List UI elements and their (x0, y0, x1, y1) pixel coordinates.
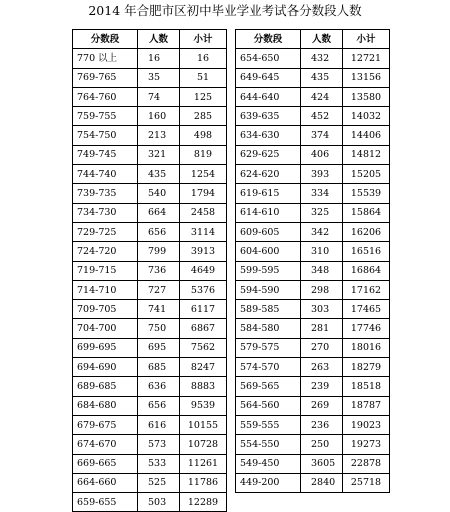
table-row (73, 300, 227, 319)
subtotal-cell: 4649 (180, 261, 227, 280)
count-cell: 303 (301, 300, 343, 319)
count-cell: 236 (301, 415, 343, 434)
subtotal-cell: 285 (180, 107, 227, 126)
table-row (236, 300, 390, 319)
table-row (236, 261, 390, 280)
subtotal-cell: 498 (180, 126, 227, 145)
count-cell: 393 (301, 165, 343, 184)
score-range-cell: 729-725 (73, 222, 138, 241)
score-range-cell: 614-610 (236, 203, 301, 222)
score-range-cell: 709-705 (73, 300, 138, 319)
header-subtotal: 小计 (343, 30, 390, 49)
count-cell: 799 (138, 242, 180, 261)
score-range-cell: 569-565 (236, 377, 301, 396)
count-cell: 727 (138, 280, 180, 299)
count-cell: 736 (138, 261, 180, 280)
table-row (73, 435, 227, 454)
subtotal-cell: 9539 (180, 396, 227, 415)
table-row (236, 184, 390, 203)
table-row (236, 126, 390, 145)
score-table-left-body (73, 49, 227, 512)
header-subtotal: 小计 (180, 30, 227, 49)
subtotal-cell: 3913 (180, 242, 227, 261)
count-cell: 250 (301, 435, 343, 454)
score-range-cell: 659-655 (73, 493, 138, 512)
score-range-cell: 599-595 (236, 261, 301, 280)
count-cell: 452 (301, 107, 343, 126)
table-row (73, 415, 227, 434)
score-range-cell: 744-740 (73, 165, 138, 184)
table-row (236, 242, 390, 261)
subtotal-cell: 6117 (180, 300, 227, 319)
score-range-cell: 719-715 (73, 261, 138, 280)
table-row (73, 203, 227, 222)
score-range-cell: 704-700 (73, 319, 138, 338)
table-row (73, 165, 227, 184)
table-row (236, 107, 390, 126)
subtotal-cell: 1254 (180, 165, 227, 184)
subtotal-cell: 16864 (343, 261, 390, 280)
subtotal-cell: 51 (180, 68, 227, 87)
subtotal-cell: 819 (180, 145, 227, 164)
table-header-row (236, 30, 390, 49)
score-range-cell: 584-580 (236, 319, 301, 338)
count-cell: 2840 (301, 473, 343, 492)
count-cell: 503 (138, 493, 180, 512)
subtotal-cell: 125 (180, 87, 227, 106)
count-cell: 432 (301, 49, 343, 68)
score-table-right (235, 29, 390, 493)
table-row (236, 280, 390, 299)
score-range-cell: 734-730 (73, 203, 138, 222)
subtotal-cell: 15205 (343, 165, 390, 184)
count-cell: 16 (138, 49, 180, 68)
subtotal-cell: 10728 (180, 435, 227, 454)
score-range-cell: 589-585 (236, 300, 301, 319)
subtotal-cell: 14812 (343, 145, 390, 164)
count-cell: 325 (301, 203, 343, 222)
score-range-cell: 694-690 (73, 358, 138, 377)
score-range-cell: 749-745 (73, 145, 138, 164)
subtotal-cell: 13580 (343, 87, 390, 106)
subtotal-cell: 19273 (343, 435, 390, 454)
table-header-row (73, 30, 227, 49)
count-cell: 310 (301, 242, 343, 261)
table-row (73, 280, 227, 299)
score-range-cell: 549-450 (236, 454, 301, 473)
count-cell: 695 (138, 338, 180, 357)
count-cell: 656 (138, 396, 180, 415)
subtotal-cell: 12721 (343, 49, 390, 68)
score-range-cell: 639-635 (236, 107, 301, 126)
score-range-cell: 564-560 (236, 396, 301, 415)
subtotal-cell: 19023 (343, 415, 390, 434)
subtotal-cell: 14032 (343, 107, 390, 126)
subtotal-cell: 1794 (180, 184, 227, 203)
subtotal-cell: 3114 (180, 222, 227, 241)
score-range-cell: 739-735 (73, 184, 138, 203)
subtotal-cell: 18279 (343, 358, 390, 377)
score-range-cell: 699-695 (73, 338, 138, 357)
subtotal-cell: 18518 (343, 377, 390, 396)
document-title: 2014 年合肥市区初中毕业学业考试各分数段人数 (88, 3, 362, 18)
score-range-cell: 669-665 (73, 454, 138, 473)
subtotal-cell: 17746 (343, 319, 390, 338)
subtotal-cell: 13156 (343, 68, 390, 87)
count-cell: 406 (301, 145, 343, 164)
table-row (73, 493, 227, 512)
count-cell: 435 (138, 165, 180, 184)
count-cell: 160 (138, 107, 180, 126)
score-range-cell: 769-765 (73, 68, 138, 87)
table-row (73, 222, 227, 241)
header-score-range: 分数段 (73, 30, 138, 49)
subtotal-cell: 15539 (343, 184, 390, 203)
header-count: 人数 (301, 30, 343, 49)
count-cell: 321 (138, 145, 180, 164)
subtotal-cell: 16206 (343, 222, 390, 241)
score-range-cell: 684-680 (73, 396, 138, 415)
header-count: 人数 (138, 30, 180, 49)
subtotal-cell: 16516 (343, 242, 390, 261)
score-range-cell: 649-645 (236, 68, 301, 87)
score-range-cell: 604-600 (236, 242, 301, 261)
count-cell: 281 (301, 319, 343, 338)
table-row (236, 319, 390, 338)
table-row (73, 68, 227, 87)
subtotal-cell: 17162 (343, 280, 390, 299)
count-cell: 573 (138, 435, 180, 454)
table-row (73, 49, 227, 68)
count-cell: 374 (301, 126, 343, 145)
score-range-cell: 714-710 (73, 280, 138, 299)
table-row (236, 165, 390, 184)
count-cell: 664 (138, 203, 180, 222)
score-table-left (72, 29, 227, 512)
subtotal-cell: 7562 (180, 338, 227, 357)
subtotal-cell: 18016 (343, 338, 390, 357)
table-row (73, 473, 227, 492)
table-row (73, 145, 227, 164)
subtotal-cell: 11261 (180, 454, 227, 473)
count-cell: 3605 (301, 454, 343, 473)
table-row (236, 473, 390, 492)
score-range-cell: 634-630 (236, 126, 301, 145)
table-row (236, 222, 390, 241)
table-row (73, 87, 227, 106)
score-range-cell: 624-620 (236, 165, 301, 184)
count-cell: 636 (138, 377, 180, 396)
subtotal-cell: 17465 (343, 300, 390, 319)
table-row (236, 358, 390, 377)
subtotal-cell: 6867 (180, 319, 227, 338)
subtotal-cell: 12289 (180, 493, 227, 512)
count-cell: 533 (138, 454, 180, 473)
table-row (236, 203, 390, 222)
count-cell: 269 (301, 396, 343, 415)
subtotal-cell: 8883 (180, 377, 227, 396)
score-table-right-body (236, 49, 390, 493)
table-row (236, 454, 390, 473)
score-range-cell: 759-755 (73, 107, 138, 126)
table-row (73, 396, 227, 415)
table-row (236, 435, 390, 454)
subtotal-cell: 22878 (343, 454, 390, 473)
score-range-cell: 664-660 (73, 473, 138, 492)
table-row (73, 338, 227, 357)
subtotal-cell: 8247 (180, 358, 227, 377)
count-cell: 239 (301, 377, 343, 396)
score-range-cell: 579-575 (236, 338, 301, 357)
score-range-cell: 674-670 (73, 435, 138, 454)
table-row (73, 261, 227, 280)
score-range-cell: 559-555 (236, 415, 301, 434)
table-row (73, 454, 227, 473)
score-range-cell: 644-640 (236, 87, 301, 106)
subtotal-cell: 10155 (180, 415, 227, 434)
table-row (236, 338, 390, 357)
score-range-cell: 609-605 (236, 222, 301, 241)
count-cell: 685 (138, 358, 180, 377)
count-cell: 35 (138, 68, 180, 87)
count-cell: 540 (138, 184, 180, 203)
table-row (236, 68, 390, 87)
table-row (236, 145, 390, 164)
count-cell: 656 (138, 222, 180, 241)
score-range-cell: 629-625 (236, 145, 301, 164)
table-row (73, 126, 227, 145)
count-cell: 424 (301, 87, 343, 106)
subtotal-cell: 18787 (343, 396, 390, 415)
count-cell: 213 (138, 126, 180, 145)
header-score-range: 分数段 (236, 30, 301, 49)
table-row (236, 87, 390, 106)
score-range-cell: 554-550 (236, 435, 301, 454)
score-range-cell: 754-750 (73, 126, 138, 145)
score-range-cell: 654-650 (236, 49, 301, 68)
count-cell: 616 (138, 415, 180, 434)
score-range-cell: 689-685 (73, 377, 138, 396)
count-cell: 750 (138, 319, 180, 338)
count-cell: 525 (138, 473, 180, 492)
subtotal-cell: 11786 (180, 473, 227, 492)
table-row (73, 107, 227, 126)
count-cell: 348 (301, 261, 343, 280)
table-row (236, 49, 390, 68)
count-cell: 270 (301, 338, 343, 357)
subtotal-cell: 2458 (180, 203, 227, 222)
table-row (236, 396, 390, 415)
score-range-cell: 619-615 (236, 184, 301, 203)
count-cell: 298 (301, 280, 343, 299)
count-cell: 435 (301, 68, 343, 87)
subtotal-cell: 16 (180, 49, 227, 68)
subtotal-cell: 25718 (343, 473, 390, 492)
count-cell: 74 (138, 87, 180, 106)
count-cell: 334 (301, 184, 343, 203)
table-row (73, 377, 227, 396)
subtotal-cell: 14406 (343, 126, 390, 145)
score-range-cell: 574-570 (236, 358, 301, 377)
score-range-cell: 724-720 (73, 242, 138, 261)
table-row (73, 242, 227, 261)
count-cell: 263 (301, 358, 343, 377)
count-cell: 342 (301, 222, 343, 241)
score-range-cell: 679-675 (73, 415, 138, 434)
count-cell: 741 (138, 300, 180, 319)
table-row (73, 319, 227, 338)
table-row (73, 184, 227, 203)
table-row (73, 358, 227, 377)
subtotal-cell: 15864 (343, 203, 390, 222)
score-range-cell: 594-590 (236, 280, 301, 299)
score-range-cell: 449-200 (236, 473, 301, 492)
subtotal-cell: 5376 (180, 280, 227, 299)
score-range-cell: 764-760 (73, 87, 138, 106)
table-row (236, 415, 390, 434)
score-range-cell: 770 以上 (73, 49, 138, 68)
table-row (236, 377, 390, 396)
